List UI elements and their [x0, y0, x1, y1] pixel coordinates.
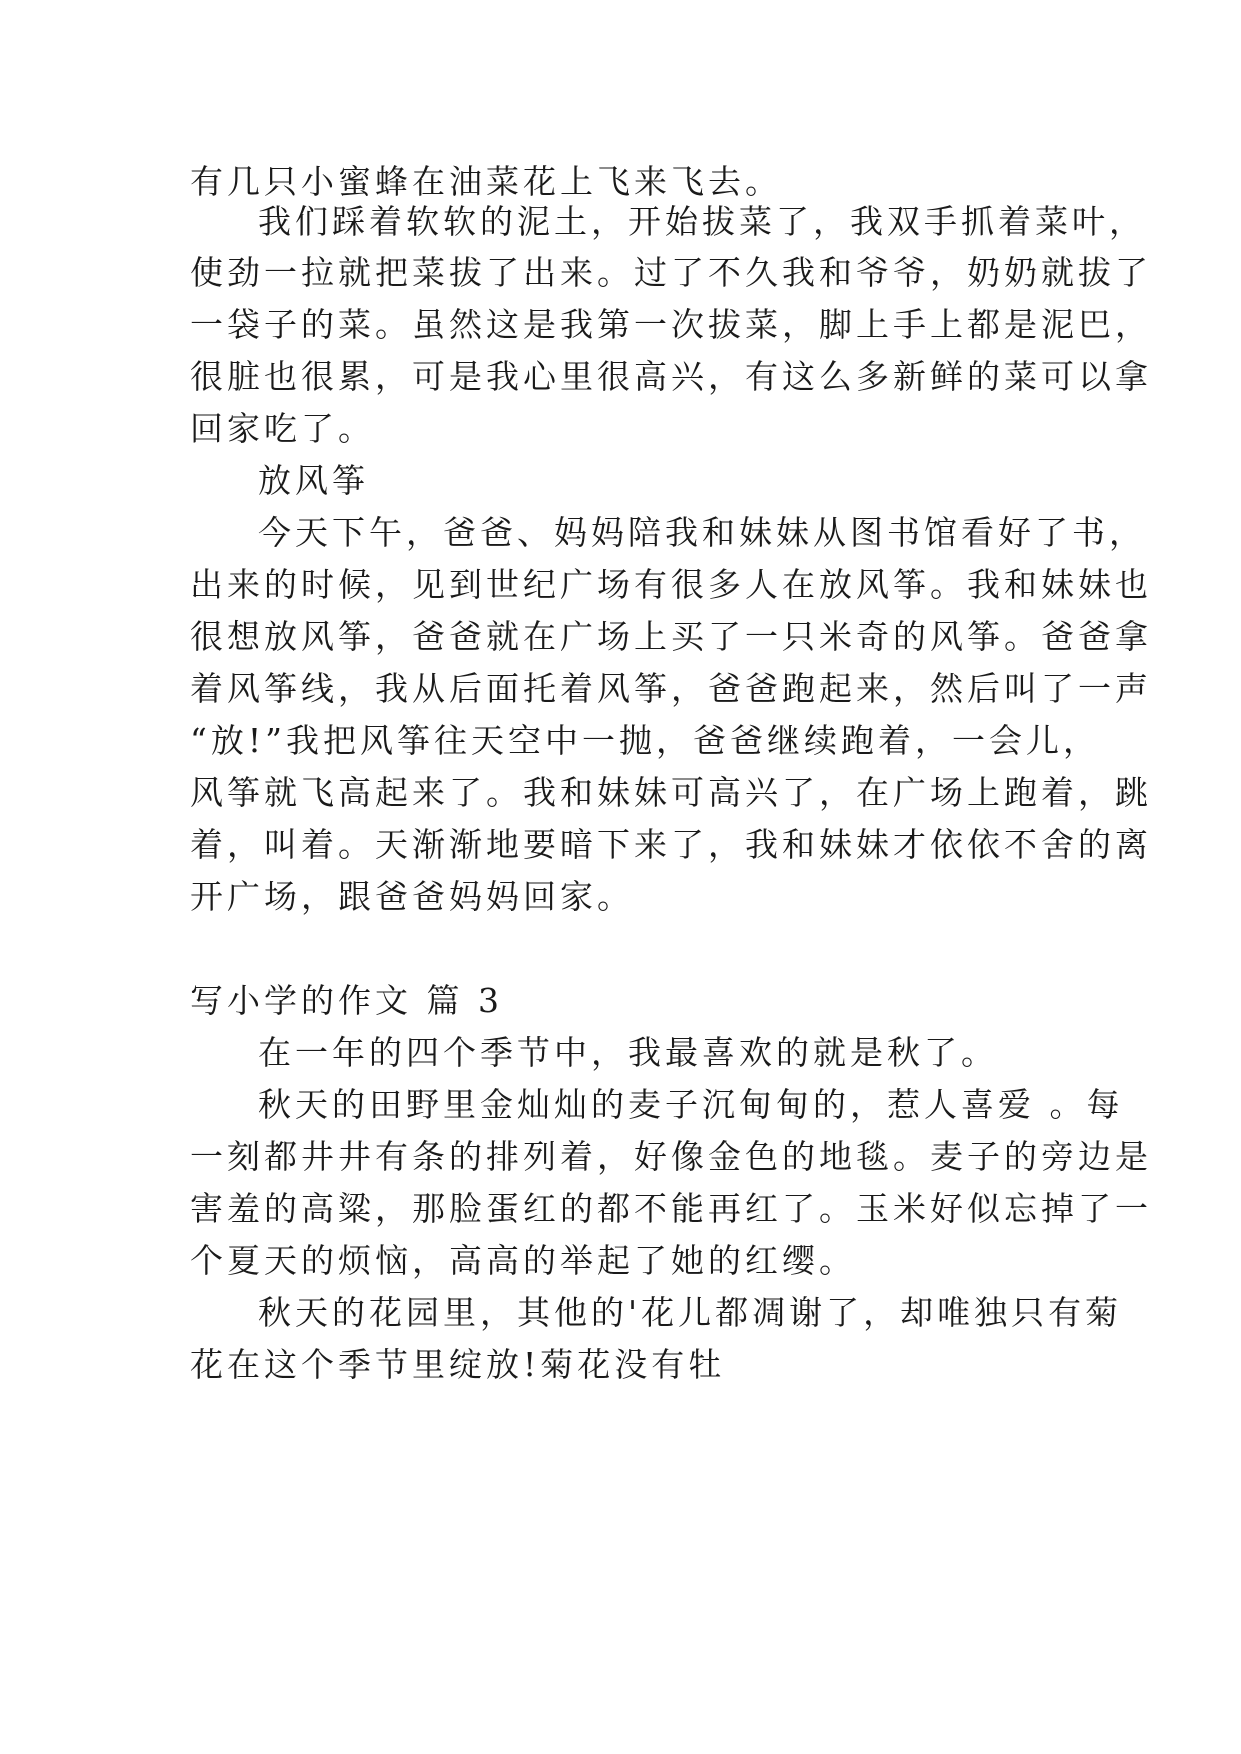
text-line: 出来的时候，见到世纪广场有很多人在放风筝。我和妹妹也: [190, 565, 1152, 604]
text-line: 开广场，跟爸爸妈妈回家。: [190, 877, 634, 916]
paragraph-start: 秋天的花园里，其他的'花儿都凋谢了，却唯独只有菊: [258, 1293, 1123, 1332]
text-line: 有几只小蜜蜂在油菜花上飞来飞去。: [190, 162, 782, 201]
text-line: 花在这个季节里绽放!菊花没有牡: [190, 1345, 726, 1384]
text-line: 很脏也很累，可是我心里很高兴，有这么多新鲜的菜可以拿: [190, 357, 1152, 396]
text-line: 着风筝线，我从后面托着风筝，爸爸跑起来，然后叫了一声: [190, 669, 1152, 708]
text-line: 很想放风筝，爸爸就在广场上买了一只米奇的风筝。爸爸拿: [190, 617, 1152, 656]
text-line: 一刻都井井有条的排列着，好像金色的地毯。麦子的旁边是: [190, 1137, 1152, 1176]
text-line: 回家吃了。: [190, 409, 375, 448]
section-title: 写小学的作文 篇 3: [190, 981, 503, 1020]
text-line: 害羞的高粱，那脸蛋红的都不能再红了。玉米好似忘掉了一: [190, 1189, 1152, 1228]
text-line: 一袋子的菜。虽然这是我第一次拔菜，脚上手上都是泥巴，: [190, 305, 1152, 344]
text-line: 使劲一拉就把菜拔了出来。过了不久我和爷爷，奶奶就拔了: [190, 253, 1152, 292]
paragraph-start: 在一年的四个季节中，我最喜欢的就是秋了。: [258, 1033, 998, 1072]
text-line: 个夏天的烦恼，高高的举起了她的红缨。: [190, 1241, 856, 1280]
section-heading: 放风筝: [258, 461, 369, 500]
paragraph-start: 今天下午，爸爸、妈妈陪我和妹妹从图书馆看好了书，: [258, 513, 1146, 552]
paragraph-start: 我们踩着软软的泥土，开始拔菜了，我双手抓着菜叶，: [258, 202, 1146, 241]
paragraph-start: 秋天的田野里金灿灿的麦子沉甸甸的，惹人喜爱 。每: [258, 1085, 1124, 1124]
text-line: 风筝就飞高起来了。我和妹妹可高兴了，在广场上跑着，跳: [190, 773, 1152, 812]
text-line: “放!”我把风筝往天空中一抛，爸爸继续跑着，一会儿，: [190, 721, 1101, 760]
text-line: 着，叫着。天渐渐地要暗下来了，我和妹妹才依依不舍的离: [190, 825, 1152, 864]
